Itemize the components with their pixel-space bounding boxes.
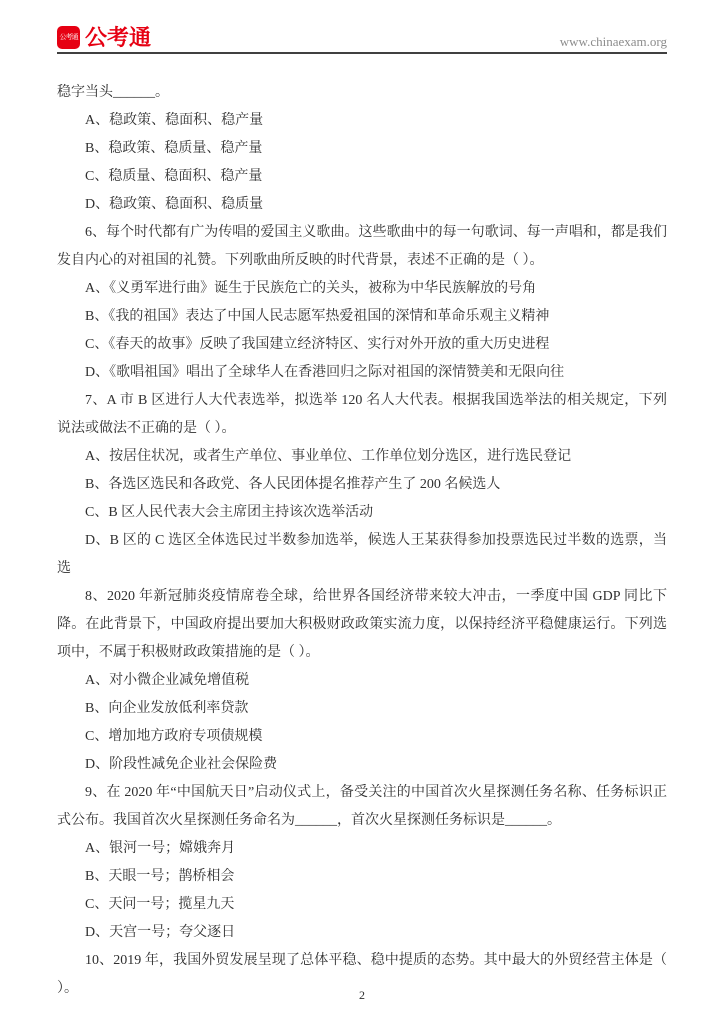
answer-option: D、B 区的 C 选区全体选民过半数参加选举，候选人王某获得参加投票选民过半数的选票，当选: [57, 533, 667, 576]
answer-option: B、各选区选民和各政党、各人民团体提名推荐产生了 200 名候选人: [85, 477, 501, 492]
answer-option: B、天眼一号；鹊桥相会: [85, 869, 235, 884]
document-body: [57, 54, 667, 1003]
answer-option: C、B 区人民代表大会主席团主持该次选举活动: [85, 505, 374, 520]
answer-option: C、天问一号；揽星九天: [85, 897, 235, 912]
question-stem: 稳字当头______。: [57, 85, 169, 100]
answer-option: C、稳质量、稳面积、稳产量: [85, 169, 263, 184]
website-url: www.chinaexam.org: [559, 33, 667, 49]
logo-wordmark: 公考通: [85, 24, 152, 50]
answer-option: D、天宫一号；夸父逐日: [85, 925, 236, 940]
logo-icon: 公考通: [57, 26, 80, 49]
question-stem: 7、A 市 B 区进行人大代表选举，拟选举 120 名人大代表。根据我国选举法的相关规定，下列说法或做法不正确的是（ ）。: [57, 393, 667, 436]
answer-option: A、对小微企业减免增值税: [85, 673, 250, 688]
page-footer: [0, 986, 724, 1004]
answer-option: D、《歌唱祖国》唱出了全球华人在香港回归之际对祖国的深情赞美和无限向往: [85, 365, 565, 380]
answer-option: B、向企业发放低利率贷款: [85, 701, 249, 716]
answer-option: B、稳政策、稳质量、稳产量: [85, 141, 263, 156]
answer-option: D、阶段性减免企业社会保险费: [85, 757, 278, 772]
answer-option: D、稳政策、稳面积、稳质量: [85, 197, 264, 212]
page-header: [57, 0, 667, 54]
answer-option: C、增加地方政府专项债规模: [85, 729, 263, 744]
question-stem: 9、在 2020 年“中国航天日”启动仪式上，备受关注的中国首次火星探测任务名称、任务标识正式公布。我国首次火星探测任务命名为______，首次火星探测任务标识是______。: [57, 785, 667, 828]
answer-option: A、按居住状况，或者生产单位、事业单位、工作单位划分选区，进行选民登记: [85, 449, 572, 464]
logo: [57, 26, 151, 49]
question-stem: 10、2019 年，我国外贸发展呈现了总体平稳、稳中提质的态势。其中最大的外贸经营主体是（ ）。: [57, 953, 667, 996]
answer-option: A、银河一号；嫦娥奔月: [85, 841, 236, 856]
page-number: 2: [359, 988, 365, 1002]
answer-option: C、《春天的故事》反映了我国建立经济特区、实行对外开放的重大历史进程: [85, 337, 550, 352]
answer-option: A、《义勇军进行曲》诞生于民族危亡的关头，被称为中华民族解放的号角: [85, 281, 537, 296]
question-stem: 8、2020 年新冠肺炎疫情席卷全球，给世界各国经济带来较大冲击，一季度中国 GDP 同比下降。在此背景下，中国政府提出要加大积极财政政策实流力度，以保持经济平稳健康运行。下列选项中，不属于积极财政政策措施的是（ ）。: [57, 589, 667, 660]
question-stem: 6、每个时代都有广为传唱的爱国主义歌曲。这些歌曲中的每一句歌词、每一声唱和，都是我们发自内心的对祖国的礼赞。下列歌曲所反映的时代背景，表述不正确的是（ ）。: [57, 225, 667, 268]
answer-option: B、《我的祖国》表达了中国人民志愿军热爱祖国的深情和革命乐观主义精神: [85, 309, 550, 324]
answer-option: A、稳政策、稳面积、稳产量: [85, 113, 264, 128]
